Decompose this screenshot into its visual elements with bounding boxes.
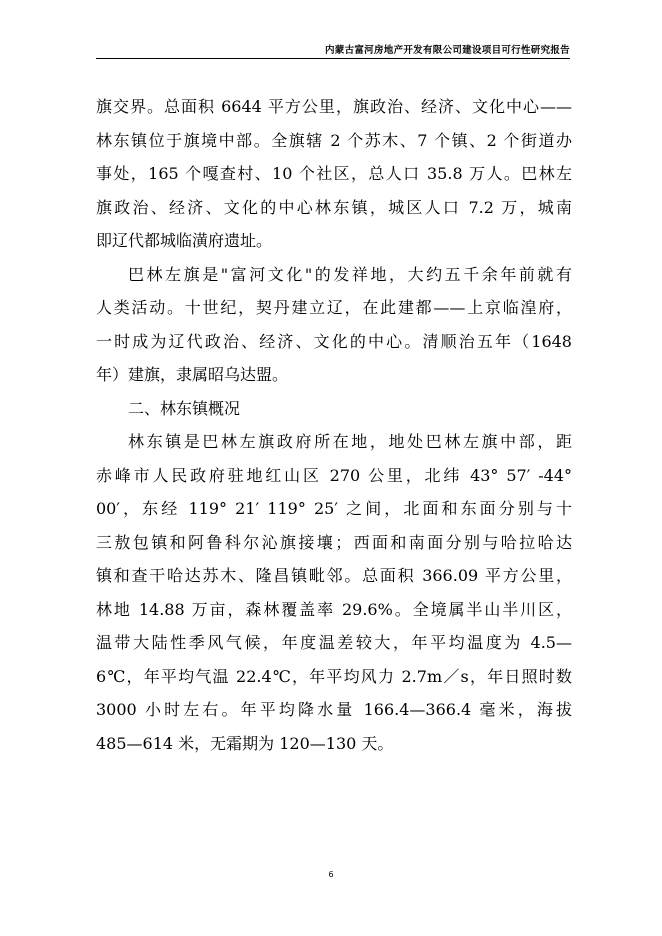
body-line: 镇和查干哈达苏木、隆昌镇毗邻。总面积 366.09 平方公里，: [96, 566, 572, 585]
body-line: 人类活动。十世纪，契丹建立辽，在此建都——上京临湟府，: [96, 298, 572, 317]
document-body: [96, 90, 572, 760]
body-line: 旗政治、经济、文化的中心林东镇，城区人口 7.2 万，城南: [96, 197, 572, 217]
header-title: 内蒙古富河房地产开发有限公司建设项目可行性研究报告: [324, 45, 570, 56]
header-rule: [96, 58, 570, 59]
body-line: 三敖包镇和阿鲁科尔沁旗接壤；西面和南面分别与哈拉哈达: [96, 532, 572, 552]
page-header: [96, 38, 570, 58]
body-line: 事处，165 个嘎查村、10 个社区，总人口 35.8 万人。巴林左: [96, 164, 572, 183]
body-line: 林东镇位于旗境中部。全旗辖 2 个苏木、7 个镇、2 个街道办: [96, 130, 572, 150]
page-number: 6: [328, 870, 334, 879]
body-line: 00′，东经 119° 21′ 119° 25′ 之间，北面和东面分别与十: [96, 499, 572, 518]
body-line: 年）建旗，隶属昭乌达盟。: [96, 365, 289, 384]
body-line: 巴林左旗是"富河文化"的发祥地，大约五千余年前就有: [128, 264, 572, 284]
body-line: 温带大陆性季风气候，年度温差较大，年平均温度为 4.5—: [96, 633, 572, 652]
body-line: 485—614 米，无霜期为 120—130 天。: [96, 733, 394, 753]
body-line: 3000 小时左右。年平均降水量 166.4—366.4 毫米，海拔: [96, 700, 572, 719]
body-line: 旗交界。总面积 6644 平方公里，旗政治、经济、文化中心——: [96, 97, 572, 116]
body-line: 一时成为辽代政治、经济、文化的中心。清顺治五年（1648: [96, 331, 572, 351]
section-heading: 二、林东镇概况: [128, 398, 241, 418]
body-line: 林地 14.88 万亩，森林覆盖率 29.6%。全境属半山半川区，: [96, 599, 572, 619]
body-line: 林东镇是巴林左旗政府所在地，地处巴林左旗中部，距: [128, 432, 572, 451]
body-line: 即辽代都城临潢府遗址。: [96, 231, 273, 250]
body-line: 赤峰市人民政府驻地红山区 270 公里，北纬 43° 57′ -44°: [96, 465, 572, 485]
body-line: 6℃，年平均气温 22.4℃，年平均风力 2.7m／s，年日照时数: [96, 666, 572, 686]
